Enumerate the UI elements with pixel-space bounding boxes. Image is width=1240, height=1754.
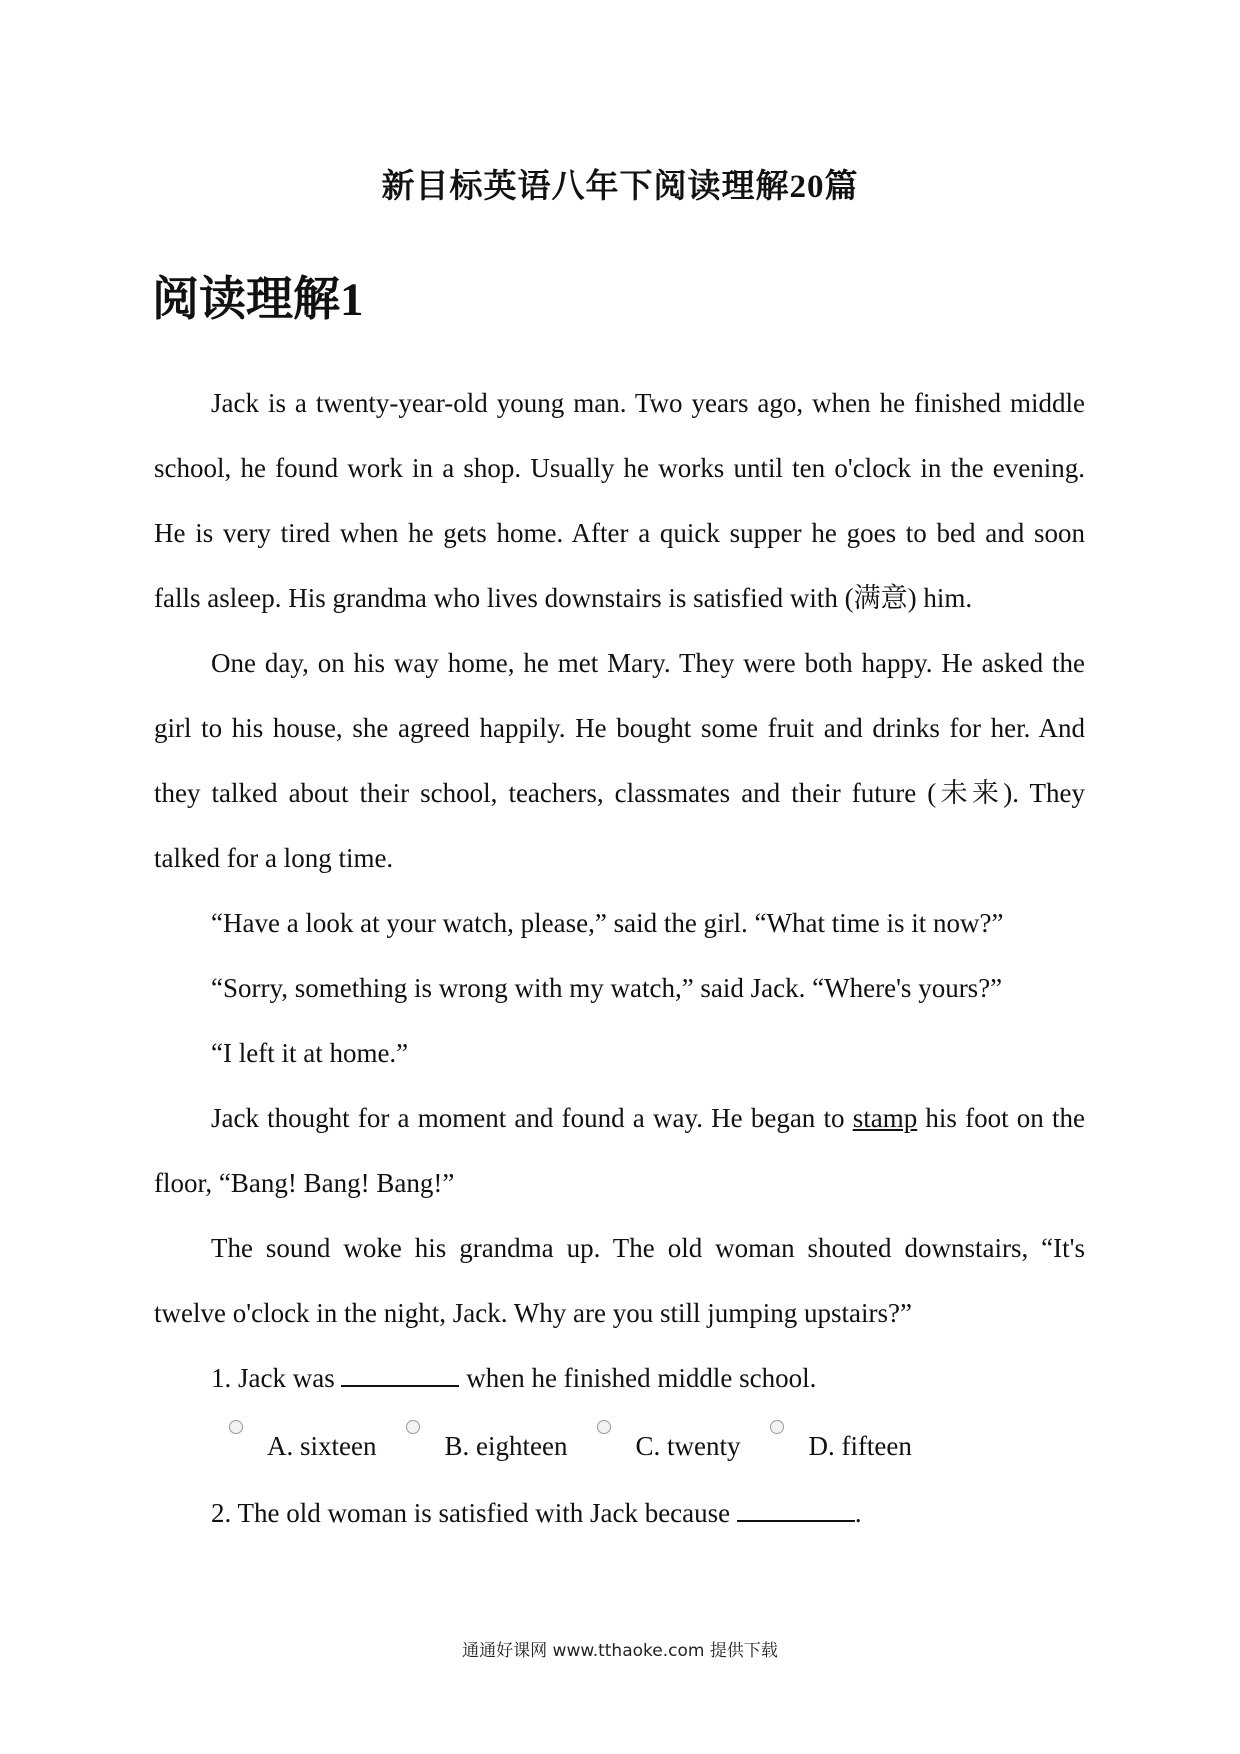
option-a[interactable] <box>229 1414 376 1479</box>
page-footer: 通通好课网 www.tthaoke.com 提供下载 <box>462 1641 778 1661</box>
radio-button-icon[interactable] <box>597 1420 611 1434</box>
paragraph-3-end: his foot on the floor, “Bang! Bang! Bang!” <box>154 1103 1085 1198</box>
reading-passage <box>154 371 1085 1546</box>
question-1-options <box>154 1411 1085 1481</box>
paragraph-1: Jack is a twenty-year-old young man. Two years ago, when he finished middle school, he found work in a shop. Usually he works until ten o'clock in the evening. He is very tired when he gets home. After a quick supper he goes to bed and soon falls asleep. His grandma who lives downstairs is satisfied with (满意) him. <box>154 388 1085 613</box>
question-1 <box>154 1346 1085 1411</box>
underlined-word: stamp <box>852 1103 918 1133</box>
radio-button-icon[interactable] <box>770 1420 784 1434</box>
question-2 <box>154 1481 1085 1546</box>
radio-button-icon[interactable] <box>406 1420 420 1434</box>
document-title: 新目标英语八年下阅读理解20篇 <box>381 169 859 205</box>
option-d-label: D. fifteen <box>808 1430 912 1461</box>
section-heading: 阅读理解1 <box>152 274 364 326</box>
question-2-text-start: 2. The old woman is satisfied with Jack because <box>211 1498 737 1528</box>
paragraph-3 <box>154 1086 1085 1216</box>
question-1-text-end: when he finished middle school. <box>459 1363 817 1393</box>
option-c[interactable] <box>597 1414 740 1479</box>
answer-blank <box>737 1498 855 1522</box>
option-c-label: C. twenty <box>635 1430 741 1461</box>
paragraph-3-start: Jack thought for a moment and found a way. He began to <box>211 1103 853 1133</box>
radio-button-icon[interactable] <box>229 1420 243 1434</box>
answer-blank <box>341 1363 459 1387</box>
question-1-text-start: 1. Jack was <box>211 1363 342 1393</box>
dialog-line-2: “Sorry, something is wrong with my watch,” said Jack. “Where's yours?” <box>211 973 1003 1003</box>
option-b-label: B. eighteen <box>444 1430 568 1461</box>
paragraph-4: The sound woke his grandma up. The old woman shouted downstairs, “It's twelve o'clock in the night, Jack. Why are you still jumping upstairs?” <box>154 1233 1085 1328</box>
paragraph-2: One day, on his way home, he met Mary. They were both happy. He asked the girl to his house, she agreed happily. He bought some fruit and drinks for her. And they talked about their school, teachers, classmates and their future (未来). They talked for a long time. <box>154 648 1085 873</box>
option-a-label: A. sixteen <box>267 1430 377 1461</box>
dialog-line-1: “Have a look at your watch, please,” said the girl. “What time is it now?” <box>211 908 1004 938</box>
option-d[interactable] <box>770 1414 911 1479</box>
dialog-line-3: “I left it at home.” <box>211 1038 409 1068</box>
question-2-text-end: . <box>854 1498 862 1528</box>
option-b[interactable] <box>406 1414 567 1479</box>
